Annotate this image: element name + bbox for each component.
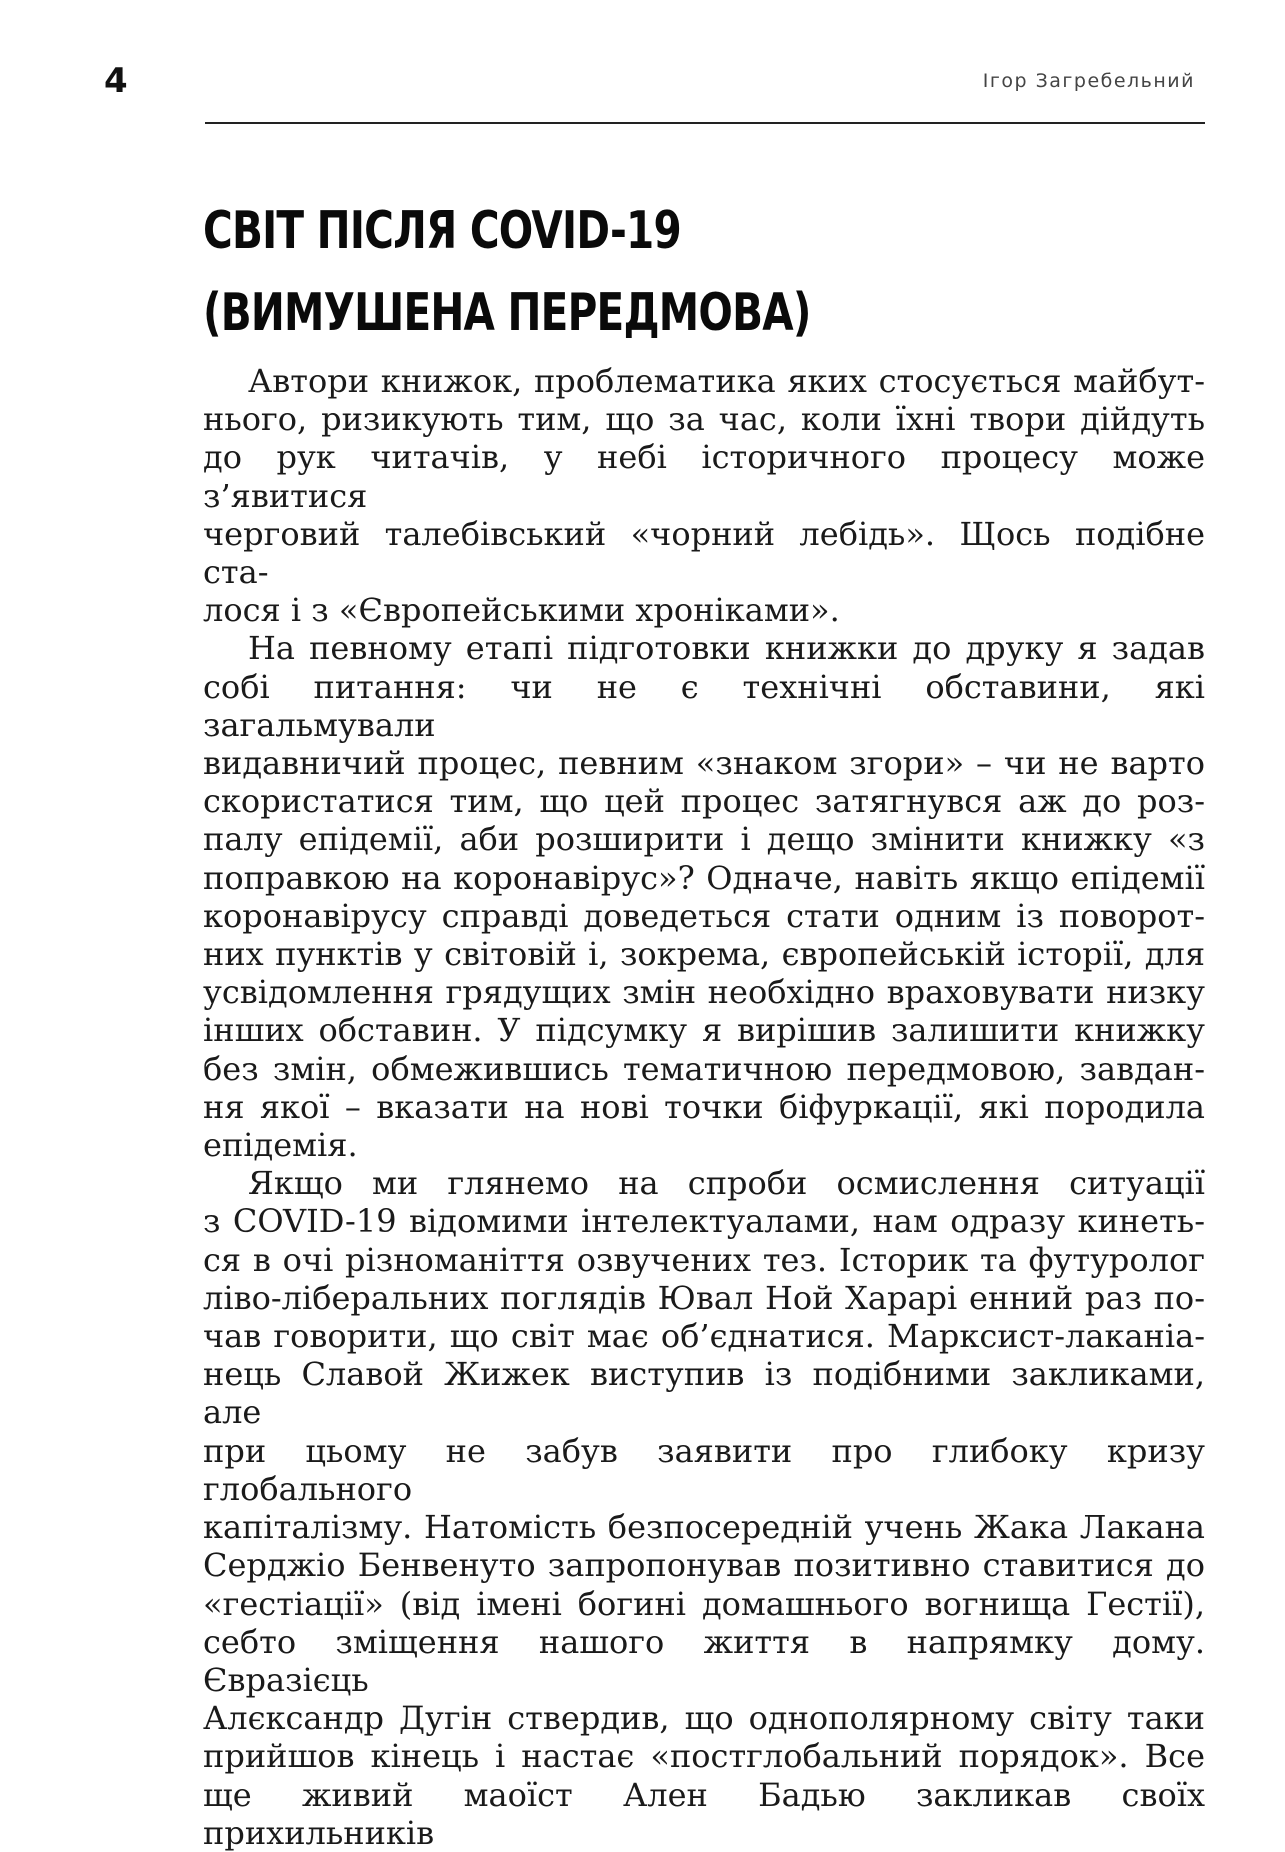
text-line: Алєксандр Дугін ствердив, що однополярному світу таки — [203, 1699, 1205, 1738]
paragraph — [203, 629, 1205, 1164]
text-line: при цьому не забув заявити про глибоку кризу глобального — [203, 1431, 1205, 1508]
text-line: них пунктів у світовій і, зокрема, європейській історії, для — [203, 935, 1205, 974]
text-line: черговий талебівський «чорний лебідь». Щось подібне ста- — [203, 514, 1205, 592]
text-line: нього, ризикують тим, що за час, коли їхні твори дійдуть — [203, 400, 1205, 439]
text-line: собі питання: чи не є технічні обставини, які загальмували — [203, 667, 1205, 744]
paragraph — [203, 1164, 1205, 1852]
text-line: епідемія. — [203, 1126, 358, 1165]
body-text — [203, 362, 1205, 1852]
text-line: скористатися тим, що цей процес затягнувся аж до роз- — [203, 782, 1205, 821]
text-line: Серджіо Бенвенуто запропонував позитивно ставитися до — [203, 1546, 1205, 1585]
page-number: 4 — [104, 61, 128, 101]
text-line: «гестіації» (від імені богині домашнього вогнища Гестії), — [203, 1584, 1205, 1623]
text-line: поправкою на коронавірус»? Одначе, навіть якщо епідемії — [203, 858, 1205, 897]
text-line: коронавірусу справді доведеться стати одним із поворот- — [203, 896, 1205, 935]
text-line: усвідомлення грядущих змін необхідно враховувати низку — [203, 973, 1205, 1012]
text-line: чав говорити, що світ має об’єднатися. Марксист-лаканіа- — [203, 1317, 1205, 1356]
text-line: нець Славой Жижек виступив із подібними закликами, але — [203, 1355, 1205, 1432]
text-line: ще живий маоїст Ален Бадью закликав своїх прихильників — [203, 1775, 1205, 1852]
text-line: прийшов кінець і настає «постглобальний порядок». Все — [203, 1737, 1205, 1776]
text-line: до рук читачів, у небі історичного процесу може з’явитися — [203, 438, 1205, 515]
header-rule — [205, 122, 1205, 124]
text-line: себто зміщення нашого життя в напрямку дому. Євразієць — [203, 1622, 1205, 1699]
text-line: ліво-ліберальних поглядів Ювал Ной Харарі енний раз по- — [203, 1278, 1205, 1317]
text-line: ня якої – вказати на нові точки біфуркації, які породила — [203, 1087, 1205, 1126]
text-line: капіталізму. Натомість безпосередній учень Жака Лакана — [203, 1508, 1205, 1547]
text-line: На певному етапі підготовки книжки до друку я задав — [248, 629, 1205, 668]
text-line: лося і з «Європейськими хроніками». — [203, 591, 840, 630]
paragraph — [203, 362, 1205, 629]
running-header: Ігор Загребельний — [982, 70, 1195, 92]
text-line: палу епідемії, аби розширити і дещо змінити книжку «з — [203, 820, 1205, 859]
text-line: інших обставин. У підсумку я вирішив залишити книжку — [203, 1011, 1205, 1050]
text-line: Автори книжок, проблематика яких стосується майбут- — [248, 362, 1205, 400]
text-line: Якщо ми глянемо на спроби осмислення ситуації — [248, 1164, 1205, 1203]
text-line: з COVID-19 відомими інтелектуалами, нам одразу кинеть- — [203, 1202, 1205, 1241]
chapter-title-line-1: СВІТ ПІСЛЯ COVID-19 — [203, 201, 681, 261]
text-line: ся в очі різноманіття озвучених тез. Історик та футуролог — [203, 1240, 1205, 1279]
chapter-title — [203, 190, 905, 354]
text-line: видавничий процес, певним «знаком згори» – чи не варто — [203, 744, 1205, 783]
chapter-title-line-2: (ВИМУШЕНА ПЕРЕДМОВА) — [203, 283, 811, 343]
text-line: без змін, обмежившись тематичною передмовою, завдан- — [203, 1049, 1205, 1088]
